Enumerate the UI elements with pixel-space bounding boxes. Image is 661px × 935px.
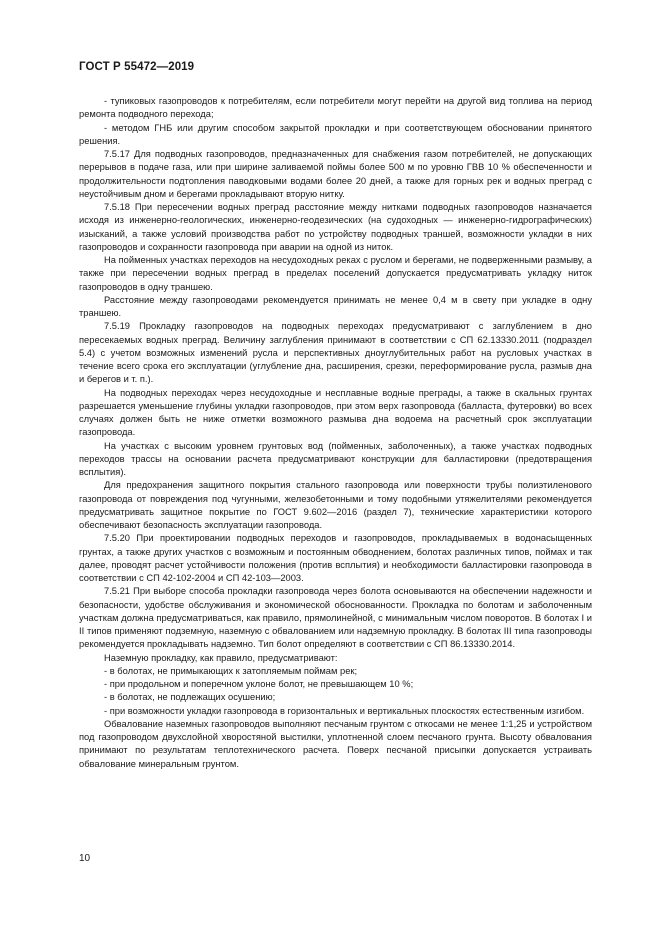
paragraph: 7.5.21 При выборе способа прокладки газопровода через болота основываются на обеспечении надежности и безопасности, удобстве обслуживания и экономической обоснованности. Прокладка по болотам и заболоченным участкам должна предусматриваться, как правило, прямолинейной, с минимальным числом поворотов. В болотах I и II типов применяют подземную, наземную с обвалованием или надземную прокладку. В болотах III типа газопроводы рекомендуется прокладывать надземно. Тип болот определяют в соответствии с СП 86.13330.2014. bbox=[79, 586, 592, 650]
list-item: - при продольном и поперечном уклоне болот, не превышающем 10 %; bbox=[104, 679, 414, 689]
paragraph: Наземную прокладку, как правило, предусматривают: bbox=[104, 652, 338, 663]
paragraph: На подводных переходах через несудоходные и несплавные водные преграды, а также в скальных грунтах разрешается уменьшение глубины укладки газопроводов, при этом верх газопровода (балласта, футеровки) во всех случаях должен быть не ниже отметки возможного размыва дна водоема на расчетный срок эксплуатации газопровода. bbox=[79, 387, 592, 438]
list-item: - в болотах, не подлежащих осушению; bbox=[104, 692, 276, 703]
list-item: - в болотах, не примыкающих к затопляемым поймам рек; bbox=[104, 665, 358, 676]
page-number: 10 bbox=[79, 853, 91, 864]
document-header: ГОСТ Р 55472—2019 bbox=[79, 61, 195, 73]
paragraph: 7.5.20 При проектировании подводных переходов и газопроводов, прокладываемых в водонасыщенных грунтах, а также других участков с возможным и постоянным обводнением, болотах различных типов, поймах и так далее, проводят расчет устойчивости положения (против всплытия) и необходимости балластировки газопровода в соответствии с СП 42-102-2004 и СП 42-103—2003. bbox=[79, 533, 592, 583]
document-body bbox=[79, 95, 592, 771]
paragraph: 7.5.18 При пересечении водных преград расстояние между нитками подводных газопроводов назначается исходя из инженерно-геологических, инженерно-геодезических (на судоходных — инженерно-гидрографических) изысканий, а также условий производства работ по устройству подводных траншей, возможности укладки в них газопроводов и сохранности газопровода при аварии на одной из ниток. bbox=[79, 202, 592, 252]
paragraph: - методом ГНБ или другим способом закрытой прокладки и при соответствующем обосновании принятого решения. bbox=[79, 122, 592, 146]
paragraph: Обвалование наземных газопроводов выполняют песчаным грунтом с откосами не менее 1:1,25 и устройством под газопроводом двухслойной хворостяной выстилки, уплотненной слоем песчаного грунта. Высоту обвалования принимают по результатам теплотехнического расчета. Поверх песчаной присыпки допускается устраивать обвалование минеральным грунтом. bbox=[79, 718, 592, 769]
paragraph: - тупиковых газопроводов к потребителям, если потребители могут перейти на другой вид топлива на период ремонта подводного перехода; bbox=[79, 96, 592, 120]
paragraph: Для предохранения защитного покрытия стального газопровода или поверхности трубы полиэтиленового газопровода от повреждения под чугунными, железобетонными и тому подобными утяжелителями рекомендуется предусматривать защитное покрытие по ГОСТ 9.602—2016 (раздел 7), технические характеристики которого обеспечивают безопасность эксплуатации газопровода. bbox=[79, 480, 592, 530]
paragraph: 7.5.17 Для подводных газопроводов, предназначенных для снабжения газом потребителей, не допускающих перерывов в подаче газа, или при ширине заливаемой поймы более 500 м по уровню ГВВ 10 % обеспеченности и продолжительности подтопления паводковыми водами более 20 дней, а также для горных рек и водных преград с неустойчивым дном и берегами прокладывают вторую нитку. bbox=[79, 149, 592, 199]
paragraph: Расстояние между газопроводами рекомендуется принимать не менее 0,4 м в свету при укладке в одну траншею. bbox=[79, 294, 592, 318]
paragraph: На участках с высоким уровнем грунтовых вод (пойменных, заболоченных), а также участках подводных переходов трассы на основании расчета предусматривают конструкции для балластировки (предотвращения всплытия). bbox=[79, 440, 592, 477]
paragraph: На пойменных участках переходов на несудоходных реках с руслом и берегами, не подверженными размыву, а также при пересечении водных преград в пределах поселений допускается предусматривать укладку ниток газопроводов в одну траншею. bbox=[79, 255, 592, 292]
paragraph: 7.5.19 Прокладку газопроводов на подводных переходах предусматривают с заглублением в дно пересекаемых водных преград. Величину заглубления принимают в соответствии с СП 62.13330.2011 (подраздел 5.4) с учетом возможных изменений русла и перспективных дноуглубительных работ на русловых участках в течение всего срока его эксплуатации (углубление дна, расширения, срезки, переформирование русла, размыв дна и берегов и т. п.). bbox=[79, 321, 592, 385]
list-item: - при возможности укладки газопровода в горизонтальных и вертикальных плоскостях естественным изгибом. bbox=[104, 705, 585, 716]
